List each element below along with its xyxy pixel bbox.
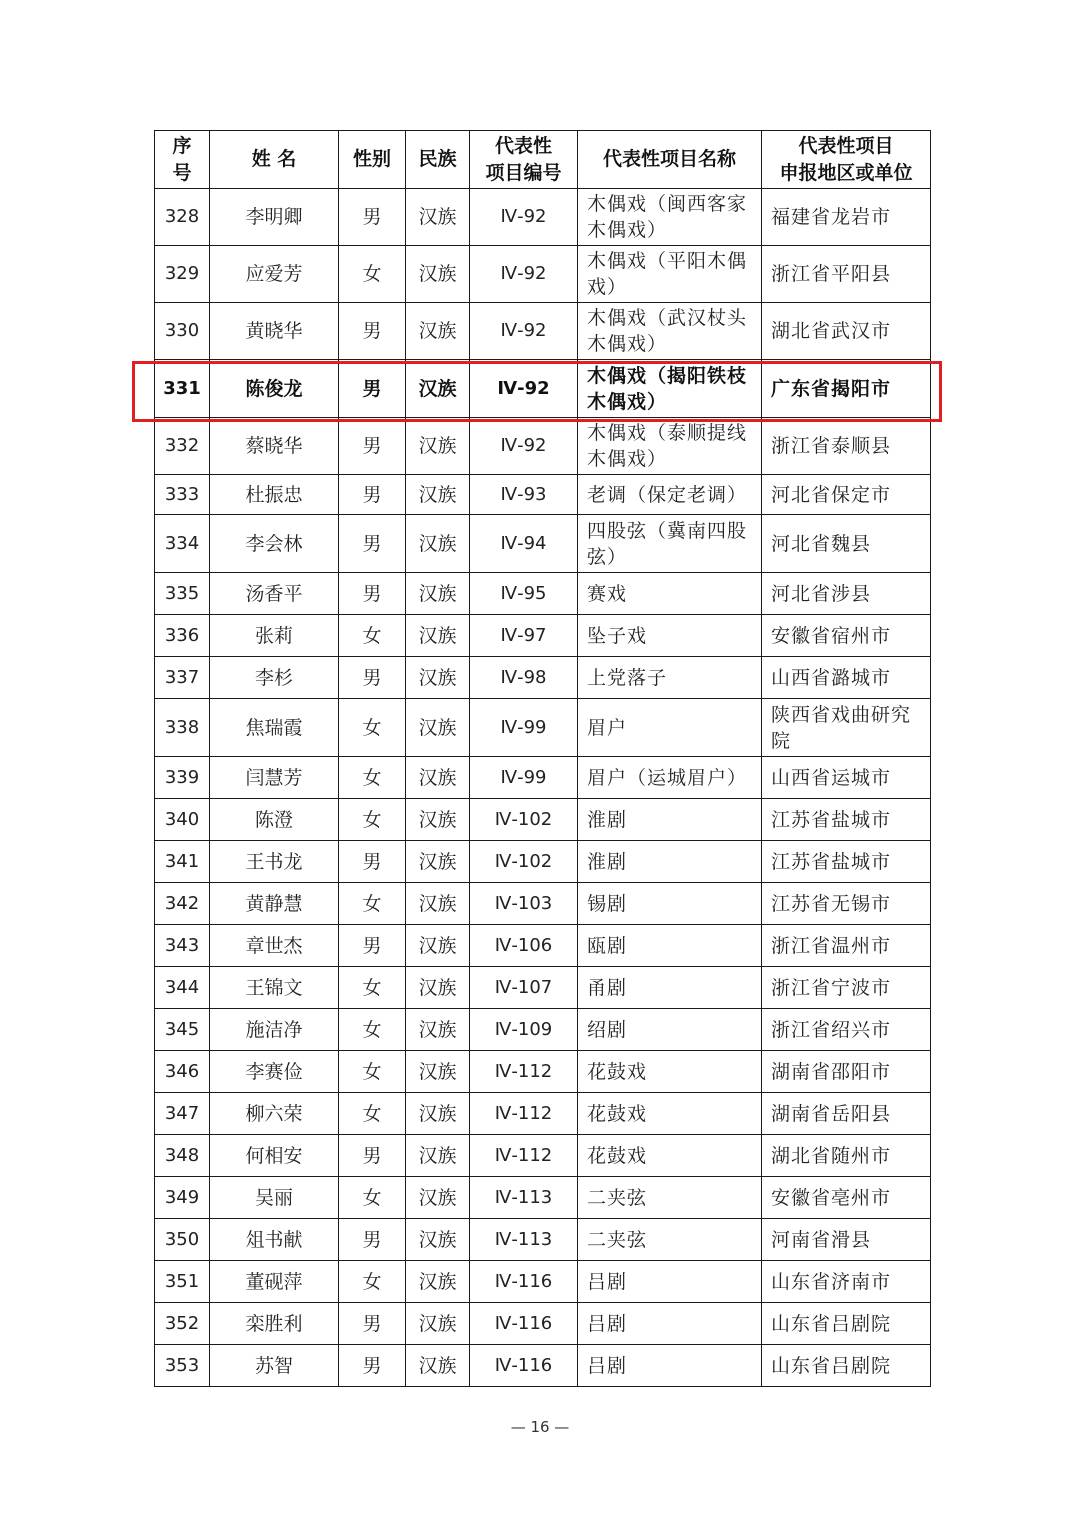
row-project-cell: 坠子戏 — [578, 615, 762, 657]
row-project-cell: 老调（保定老调） — [578, 475, 762, 515]
table-row — [155, 967, 931, 1009]
row-seq-cell: 340 — [155, 799, 210, 841]
row-gender-cell: 男 — [339, 657, 406, 699]
row-ethnicity-cell: 汉族 — [406, 246, 470, 303]
row-region-cell: 湖南省邵阳市 — [762, 1051, 931, 1093]
row-ethnicity-cell: 汉族 — [406, 1219, 470, 1261]
row-project-cell: 花鼓戏 — [578, 1051, 762, 1093]
row-project-cell: 二夹弦 — [578, 1219, 762, 1261]
row-gender-cell: 女 — [339, 1177, 406, 1219]
row-name-cell: 王书龙 — [210, 841, 339, 883]
row-seq-cell: 343 — [155, 925, 210, 967]
row-project-cell: 甬剧 — [578, 967, 762, 1009]
row-seq-cell: 329 — [155, 246, 210, 303]
row-ethnicity-cell: 汉族 — [406, 967, 470, 1009]
row-code-cell: Ⅳ-116 — [470, 1345, 578, 1387]
row-name-cell: 施洁净 — [210, 1009, 339, 1051]
table-row — [155, 841, 931, 883]
row-gender-cell: 男 — [339, 360, 406, 418]
row-code-cell: Ⅳ-99 — [470, 699, 578, 757]
row-code-cell: Ⅳ-103 — [470, 883, 578, 925]
row-ethnicity-cell: 汉族 — [406, 1345, 470, 1387]
row-project-cell: 上党落子 — [578, 657, 762, 699]
row-gender-cell: 男 — [339, 925, 406, 967]
row-ethnicity-cell: 汉族 — [406, 1177, 470, 1219]
row-project-cell: 眉户 — [578, 699, 762, 757]
row-code-cell: Ⅳ-113 — [470, 1219, 578, 1261]
row-region-cell: 湖北省武汉市 — [762, 303, 931, 360]
table-row — [155, 757, 931, 799]
row-ethnicity-cell: 汉族 — [406, 1093, 470, 1135]
row-name-cell: 王锦文 — [210, 967, 339, 1009]
row-gender-cell: 男 — [339, 1345, 406, 1387]
inheritor-table — [154, 130, 931, 1387]
row-code-cell: Ⅳ-92 — [470, 418, 578, 475]
row-name-cell: 陈澄 — [210, 799, 339, 841]
row-name-cell: 栾胜利 — [210, 1303, 339, 1345]
row-seq-cell: 344 — [155, 967, 210, 1009]
row-project-cell: 木偶戏（武汉杖头 木偶戏） — [578, 303, 762, 360]
header-region: 代表性项目 申报地区或单位 — [762, 131, 931, 189]
row-code-cell: Ⅳ-94 — [470, 515, 578, 573]
header-project: 代表性项目名称 — [578, 131, 762, 189]
row-name-cell: 李赛俭 — [210, 1051, 339, 1093]
row-gender-cell: 男 — [339, 189, 406, 246]
row-region-cell: 广东省揭阳市 — [762, 360, 931, 418]
row-seq-cell: 335 — [155, 573, 210, 615]
row-seq-cell: 338 — [155, 699, 210, 757]
row-ethnicity-cell: 汉族 — [406, 615, 470, 657]
row-name-cell: 黄晓华 — [210, 303, 339, 360]
row-ethnicity-cell: 汉族 — [406, 1135, 470, 1177]
row-seq-cell: 333 — [155, 475, 210, 515]
row-seq-cell: 348 — [155, 1135, 210, 1177]
row-code-cell: Ⅳ-112 — [470, 1093, 578, 1135]
row-gender-cell: 男 — [339, 515, 406, 573]
row-code-cell: Ⅳ-113 — [470, 1177, 578, 1219]
row-code-cell: Ⅳ-116 — [470, 1261, 578, 1303]
row-code-cell: Ⅳ-93 — [470, 475, 578, 515]
row-seq-cell: 349 — [155, 1177, 210, 1219]
row-seq-cell: 337 — [155, 657, 210, 699]
row-seq-cell: 346 — [155, 1051, 210, 1093]
row-ethnicity-cell: 汉族 — [406, 360, 470, 418]
row-project-cell: 二夹弦 — [578, 1177, 762, 1219]
row-gender-cell: 女 — [339, 246, 406, 303]
row-project-cell: 锡剧 — [578, 883, 762, 925]
row-name-cell: 董砚萍 — [210, 1261, 339, 1303]
table-row — [155, 418, 931, 475]
header-ethnicity: 民族 — [406, 131, 470, 189]
row-name-cell: 何相安 — [210, 1135, 339, 1177]
row-ethnicity-cell: 汉族 — [406, 1261, 470, 1303]
row-code-cell: Ⅳ-92 — [470, 246, 578, 303]
row-seq-cell: 347 — [155, 1093, 210, 1135]
row-name-cell: 李杉 — [210, 657, 339, 699]
row-gender-cell: 男 — [339, 1219, 406, 1261]
row-project-cell: 吕剧 — [578, 1345, 762, 1387]
row-name-cell: 李会林 — [210, 515, 339, 573]
table-row — [155, 1219, 931, 1261]
row-ethnicity-cell: 汉族 — [406, 757, 470, 799]
row-ethnicity-cell: 汉族 — [406, 303, 470, 360]
row-name-cell: 张莉 — [210, 615, 339, 657]
row-seq-cell: 345 — [155, 1009, 210, 1051]
row-ethnicity-cell: 汉族 — [406, 418, 470, 475]
row-project-cell: 木偶戏（平阳木偶 戏） — [578, 246, 762, 303]
row-ethnicity-cell: 汉族 — [406, 657, 470, 699]
header-name: 姓 名 — [210, 131, 339, 189]
table-row — [155, 303, 931, 360]
row-gender-cell: 男 — [339, 418, 406, 475]
table-row — [155, 1177, 931, 1219]
row-name-cell: 黄静慧 — [210, 883, 339, 925]
row-seq-cell: 350 — [155, 1219, 210, 1261]
row-gender-cell: 女 — [339, 1051, 406, 1093]
table-row — [155, 799, 931, 841]
row-region-cell: 江苏省盐城市 — [762, 799, 931, 841]
row-name-cell: 蔡晓华 — [210, 418, 339, 475]
row-gender-cell: 女 — [339, 1093, 406, 1135]
row-code-cell: Ⅳ-92 — [470, 360, 578, 418]
row-code-cell: Ⅳ-112 — [470, 1135, 578, 1177]
row-region-cell: 浙江省绍兴市 — [762, 1009, 931, 1051]
row-code-cell: Ⅳ-102 — [470, 799, 578, 841]
row-gender-cell: 女 — [339, 699, 406, 757]
row-name-cell: 陈俊龙 — [210, 360, 339, 418]
row-code-cell: Ⅳ-95 — [470, 573, 578, 615]
row-name-cell: 李明卿 — [210, 189, 339, 246]
table-row — [155, 1303, 931, 1345]
row-ethnicity-cell: 汉族 — [406, 475, 470, 515]
row-project-cell: 花鼓戏 — [578, 1135, 762, 1177]
row-name-cell: 杜振忠 — [210, 475, 339, 515]
page-number: — 16 — — [510, 1418, 570, 1436]
table-row — [155, 1261, 931, 1303]
row-seq-cell: 328 — [155, 189, 210, 246]
row-code-cell: Ⅳ-116 — [470, 1303, 578, 1345]
row-gender-cell: 女 — [339, 967, 406, 1009]
row-region-cell: 浙江省泰顺县 — [762, 418, 931, 475]
row-project-cell: 绍剧 — [578, 1009, 762, 1051]
table-row — [155, 475, 931, 515]
row-name-cell: 汤香平 — [210, 573, 339, 615]
table-row — [155, 246, 931, 303]
row-seq-cell: 334 — [155, 515, 210, 573]
row-gender-cell: 女 — [339, 1009, 406, 1051]
row-name-cell: 章世杰 — [210, 925, 339, 967]
row-project-cell: 木偶戏（闽西客家 木偶戏） — [578, 189, 762, 246]
row-name-cell: 苏智 — [210, 1345, 339, 1387]
row-region-cell: 河北省保定市 — [762, 475, 931, 515]
row-seq-cell: 336 — [155, 615, 210, 657]
row-seq-cell: 341 — [155, 841, 210, 883]
row-project-cell: 淮剧 — [578, 841, 762, 883]
row-name-cell: 吴丽 — [210, 1177, 339, 1219]
row-project-cell: 吕剧 — [578, 1261, 762, 1303]
row-code-cell: Ⅳ-112 — [470, 1051, 578, 1093]
row-project-cell: 吕剧 — [578, 1303, 762, 1345]
row-ethnicity-cell: 汉族 — [406, 925, 470, 967]
table-row — [155, 925, 931, 967]
row-ethnicity-cell: 汉族 — [406, 799, 470, 841]
table-row — [155, 1051, 931, 1093]
row-region-cell: 河北省涉县 — [762, 573, 931, 615]
table-row — [155, 515, 931, 573]
row-region-cell: 浙江省平阳县 — [762, 246, 931, 303]
row-gender-cell: 男 — [339, 1135, 406, 1177]
row-region-cell: 安徽省亳州市 — [762, 1177, 931, 1219]
table-row — [155, 1009, 931, 1051]
row-project-cell: 花鼓戏 — [578, 1093, 762, 1135]
row-project-cell: 木偶戏（揭阳铁枝 木偶戏） — [578, 360, 762, 418]
row-region-cell: 江苏省无锡市 — [762, 883, 931, 925]
row-ethnicity-cell: 汉族 — [406, 189, 470, 246]
row-seq-cell: 353 — [155, 1345, 210, 1387]
row-gender-cell: 女 — [339, 615, 406, 657]
row-name-cell: 俎书献 — [210, 1219, 339, 1261]
row-gender-cell: 女 — [339, 799, 406, 841]
row-seq-cell: 330 — [155, 303, 210, 360]
table-row — [155, 883, 931, 925]
row-ethnicity-cell: 汉族 — [406, 573, 470, 615]
row-seq-cell: 331 — [155, 360, 210, 418]
row-region-cell: 安徽省宿州市 — [762, 615, 931, 657]
table-row — [155, 657, 931, 699]
row-ethnicity-cell: 汉族 — [406, 841, 470, 883]
row-gender-cell: 女 — [339, 757, 406, 799]
table-row — [155, 1093, 931, 1135]
row-gender-cell: 男 — [339, 841, 406, 883]
row-region-cell: 山东省吕剧院 — [762, 1345, 931, 1387]
row-gender-cell: 女 — [339, 1261, 406, 1303]
row-name-cell: 柳六荣 — [210, 1093, 339, 1135]
row-gender-cell: 男 — [339, 573, 406, 615]
table-row — [155, 573, 931, 615]
row-code-cell: Ⅳ-99 — [470, 757, 578, 799]
table-row — [155, 1345, 931, 1387]
row-ethnicity-cell: 汉族 — [406, 1051, 470, 1093]
table-row — [155, 615, 931, 657]
row-code-cell: Ⅳ-97 — [470, 615, 578, 657]
row-code-cell: Ⅳ-92 — [470, 303, 578, 360]
row-region-cell: 浙江省温州市 — [762, 925, 931, 967]
row-gender-cell: 男 — [339, 1303, 406, 1345]
row-code-cell: Ⅳ-107 — [470, 967, 578, 1009]
row-project-cell: 四股弦（冀南四股 弦） — [578, 515, 762, 573]
row-code-cell: Ⅳ-102 — [470, 841, 578, 883]
row-region-cell: 山东省济南市 — [762, 1261, 931, 1303]
row-region-cell: 福建省龙岩市 — [762, 189, 931, 246]
row-project-cell: 木偶戏（泰顺提线 木偶戏） — [578, 418, 762, 475]
row-region-cell: 山西省潞城市 — [762, 657, 931, 699]
row-project-cell: 淮剧 — [578, 799, 762, 841]
highlight-box — [132, 361, 942, 422]
row-region-cell: 江苏省盐城市 — [762, 841, 931, 883]
row-ethnicity-cell: 汉族 — [406, 883, 470, 925]
row-code-cell: Ⅳ-109 — [470, 1009, 578, 1051]
row-ethnicity-cell: 汉族 — [406, 699, 470, 757]
row-seq-cell: 332 — [155, 418, 210, 475]
row-gender-cell: 男 — [339, 303, 406, 360]
row-name-cell: 焦瑞霞 — [210, 699, 339, 757]
row-region-cell: 河南省滑县 — [762, 1219, 931, 1261]
table-header-row — [155, 131, 931, 189]
row-region-cell: 山东省吕剧院 — [762, 1303, 931, 1345]
row-region-cell: 山西省运城市 — [762, 757, 931, 799]
row-ethnicity-cell: 汉族 — [406, 515, 470, 573]
row-name-cell: 应爱芳 — [210, 246, 339, 303]
row-seq-cell: 352 — [155, 1303, 210, 1345]
header-code: 代表性 项目编号 — [470, 131, 578, 189]
header-seq: 序 号 — [155, 131, 210, 189]
row-gender-cell: 女 — [339, 883, 406, 925]
row-ethnicity-cell: 汉族 — [406, 1009, 470, 1051]
row-ethnicity-cell: 汉族 — [406, 1303, 470, 1345]
row-code-cell: Ⅳ-106 — [470, 925, 578, 967]
table-row — [155, 699, 931, 757]
table-row — [155, 1135, 931, 1177]
row-name-cell: 闫慧芳 — [210, 757, 339, 799]
row-region-cell: 湖南省岳阳县 — [762, 1093, 931, 1135]
row-seq-cell: 351 — [155, 1261, 210, 1303]
row-region-cell: 河北省魏县 — [762, 515, 931, 573]
row-region-cell: 陕西省戏曲研究 院 — [762, 699, 931, 757]
row-region-cell: 浙江省宁波市 — [762, 967, 931, 1009]
row-region-cell: 湖北省随州市 — [762, 1135, 931, 1177]
row-code-cell: Ⅳ-98 — [470, 657, 578, 699]
row-seq-cell: 339 — [155, 757, 210, 799]
row-gender-cell: 男 — [339, 475, 406, 515]
table-row — [155, 189, 931, 246]
row-project-cell: 瓯剧 — [578, 925, 762, 967]
row-project-cell: 赛戏 — [578, 573, 762, 615]
row-seq-cell: 342 — [155, 883, 210, 925]
header-gender: 性别 — [339, 131, 406, 189]
row-code-cell: Ⅳ-92 — [470, 189, 578, 246]
row-project-cell: 眉户（运城眉户） — [578, 757, 762, 799]
